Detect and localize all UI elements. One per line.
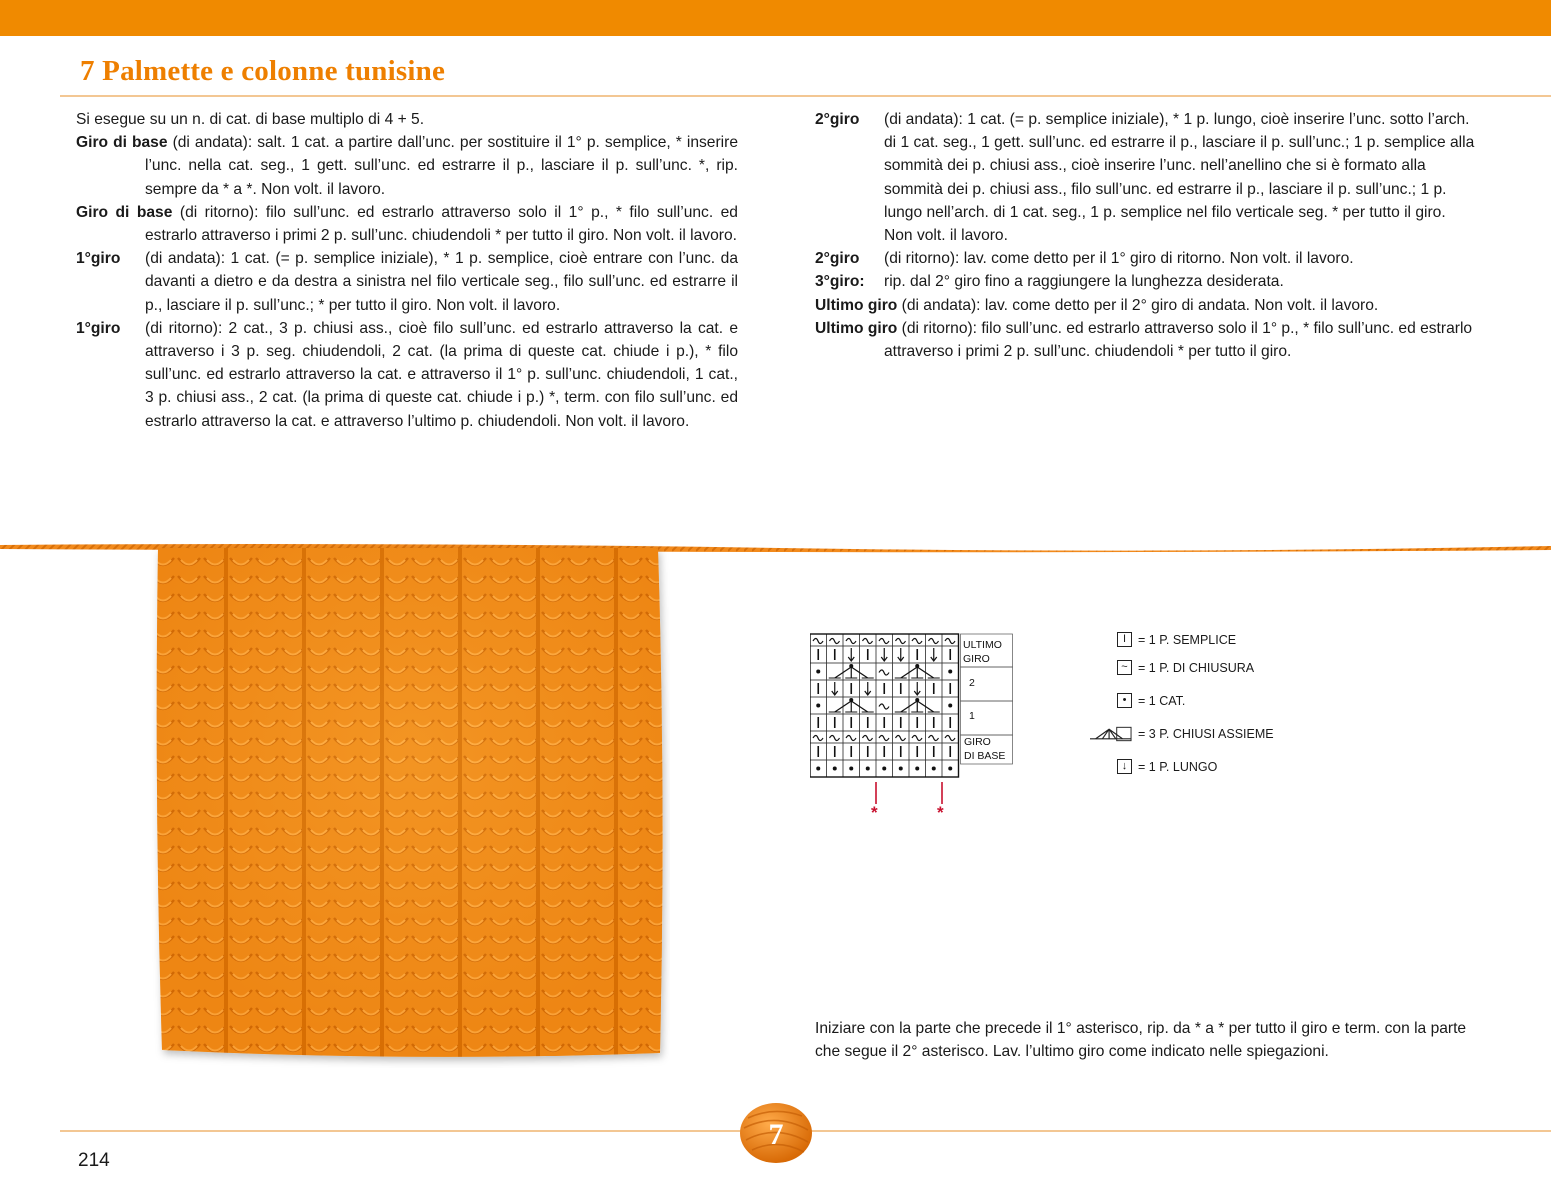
instruction-label: Giro di base (76, 203, 173, 221)
chart-row-label-base: GIRO (964, 736, 991, 748)
chart-row-label-1: 1 (969, 710, 975, 722)
instruction-label: 1°giro (76, 319, 121, 337)
chart-row-label-base: DI BASE (964, 750, 1006, 762)
repeat-asterisk-1: * (871, 803, 878, 822)
chart-row-label-last: ULTIMO (963, 639, 1002, 651)
legend-item (1090, 660, 1254, 675)
instruction-label: 3°giro: (815, 273, 865, 291)
stitch-chart (810, 632, 1020, 822)
repeat-instructions: Iniziare con la parte che precede il 1° asterisco, rip. da * a * per tutto il giro e term. con la parte che segue il 2° asterisco. Lav. l’ultimo giro come indicato nelle spiegazioni. (815, 1020, 1467, 1061)
instruction-base-return (76, 201, 738, 247)
instruction-label: 2°giro (815, 250, 860, 268)
instruction-text: rip. dal 2° giro fino a raggiungere la lunghezza desiderata. (884, 273, 1284, 291)
legend-text: = 3 P. CHIUSI ASSIEME (1138, 727, 1274, 741)
chart-legend (1090, 630, 1320, 790)
instruction-label: 2°giro (815, 111, 860, 128)
chart-row-label-2: 2 (969, 677, 975, 689)
vertical-bar-box-icon: I (1117, 632, 1132, 647)
chart-row-label-last: GIRO (963, 653, 990, 665)
instruction-base-forward (76, 131, 738, 201)
instruction-row2-forward (815, 108, 1477, 247)
legend-text: = 1 CAT. (1138, 693, 1186, 708)
yarn-ball-badge (738, 1100, 814, 1164)
instruction-row1-return (76, 317, 738, 433)
legend-text: = 1 P. DI CHIUSURA (1138, 660, 1255, 675)
legend-text: = 1 P. SEMPLICE (1138, 632, 1237, 647)
instruction-text: (di andata): lav. come detto per il 2° giro di andata. Non volt. il lavoro. (897, 296, 1379, 314)
instruction-label: Giro di base (76, 134, 168, 152)
instruction-text: (di ritorno): filo sull’unc. ed estrarlo attraverso solo il 1° p., * filo sull’unc. ed estrarlo attraverso i primi 2 p. sull’unc. chiudendoli * per tutto il giro. Non volt. il lavoro. (145, 203, 738, 245)
instruction-last-forward (815, 294, 1477, 317)
knitted-swatch-photo (150, 538, 670, 1068)
cluster-icon (1090, 726, 1132, 742)
instruction-row2-return (815, 247, 1477, 270)
page-title: 7 Palmette e colonne tunisine (80, 55, 446, 87)
legend-item (1090, 726, 1274, 742)
instruction-label: Ultimo giro (815, 319, 898, 337)
instruction-text: (di andata): salt. 1 cat. a partire dall’unc. per sostituire il 1° p. semplice, * inserire l’unc. nella cat. seg., 1 gett. sull’unc. ed estrarre il p., lasciare il p. sull’unc. *, rip. sempre da * a *. Non volt. il lavoro. (145, 134, 738, 198)
instruction-text: (di ritorno): 2 cat., 3 p. chiusi ass., cioè filo sull’unc. ed estrarlo attraverso la cat. e attraverso i 3 p. seg. chiudendoli, 2 cat. (la prima di queste cat. chiude i p.), * filo sull’unc. ed estrarlo attraverso la cat. e attraverso il 1° p. sull’unc. chiudendoli, 1 cat., 3 p. chiusi ass., 2 cat. (la prima di queste cat. chiude i p.) *, term. con filo sull’unc. ed estrarlo attraverso la cat. e attraverso l’ultimo p. chiudendoli. Non volt. il lavoro. (145, 319, 738, 430)
dot-box-icon: • (1117, 693, 1132, 708)
instructions-left-column (76, 108, 738, 433)
legend-item (1090, 693, 1185, 708)
arrow-down-box-icon: ↓ (1117, 759, 1132, 774)
repeat-asterisk-2: * (937, 803, 944, 822)
intro-paragraph: Si esegue su un n. di cat. di base multiplo di 4 + 5. (76, 111, 425, 128)
instruction-row3 (815, 270, 1477, 293)
top-orange-bar (0, 0, 1551, 36)
chart-row-labels (963, 639, 1005, 762)
legend-item (1090, 759, 1217, 774)
instruction-row1-forward (76, 247, 738, 317)
legend-item (1090, 632, 1236, 647)
badge-number: 7 (768, 1118, 784, 1151)
tilde-box-icon: ~ (1117, 660, 1132, 675)
page-number: 214 (78, 1150, 110, 1171)
instruction-text: (di andata): 1 cat. (= p. semplice iniziale), * 1 p. semplice, cioè entrare con l’unc. da davanti a dietro e da destra a sinistra nel filo verticale seg., filo sull’unc. ed estrarre il p., lasciare il p. sull’unc.; * per tutto il giro. Non volt. il lavoro. (145, 250, 738, 314)
instruction-label: Ultimo giro (815, 296, 898, 314)
title-divider (60, 95, 1551, 97)
instructions-right-column (815, 108, 1477, 363)
instruction-text: (di andata): 1 cat. (= p. semplice iniziale), * 1 p. lungo, cioè inserire l’unc. sotto l’arch. di 1 cat. seg., 1 gett. sull’unc. ed estrarre il p., lasciare il p. sull’unc.; 1 p. semplice alla sommità dei p. chiusi ass., cioè inserire l’unc. nell’anellino che si è formato alla sommità dei p. chiusi ass., filo sull’unc. ed estrarre il p., lasciare il p. sull’unc.; 1 p. lungo nell’arch. di 1 cat. seg., 1 p. semplice nel filo verticale seg. * per tutto il giro. Non volt. il lavoro. (884, 111, 1475, 245)
instruction-last-return (815, 317, 1477, 363)
legend-text: = 1 P. LUNGO (1138, 759, 1218, 774)
instruction-text: (di ritorno): filo sull’unc. ed estrarlo attraverso solo il 1° p., * filo sull’unc. ed estrarlo attraverso i primi 2 p. sull’unc. chiudendoli * per tutto il giro. (884, 319, 1473, 361)
instruction-text: (di ritorno): lav. come detto per il 1° giro di ritorno. Non volt. il lavoro. (884, 250, 1354, 268)
instruction-label: 1°giro (76, 250, 121, 268)
